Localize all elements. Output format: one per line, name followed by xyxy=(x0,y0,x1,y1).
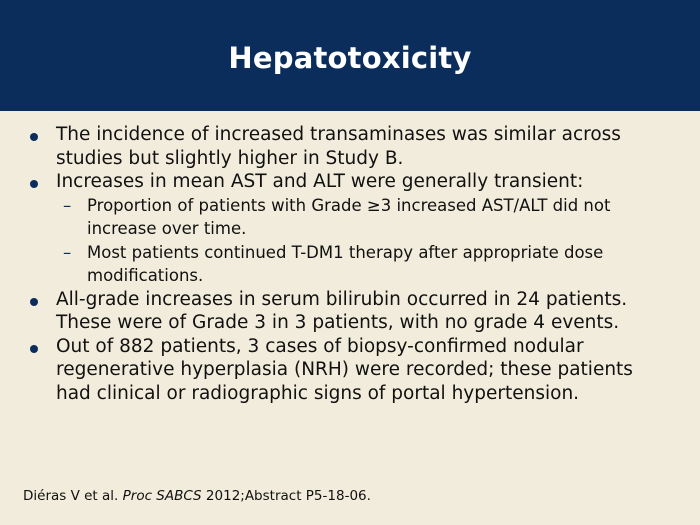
bullet-text: Increases in mean AST and ALT were generally transient: xyxy=(56,171,584,192)
bullet-item xyxy=(0,288,700,335)
bullet-dot-icon xyxy=(30,345,38,353)
bullet-text: All-grade increases in serum bilirubin occurred in 24 patients. These were of Grade 3 in 3 patients, with no grade 4 events. xyxy=(56,288,628,333)
bullet-text: Out of 882 patients, 3 cases of biopsy-confirmed nodular regenerative hyperplasia (NRH) were recorded; these patients had clinical or radiographic signs of portal hypertension. xyxy=(56,335,633,404)
citation-details: 2012;Abstract P5-18-06. xyxy=(205,488,371,504)
sub-bullet-text: Most patients continued T-DM1 therapy after appropriate dose modifications. xyxy=(87,242,604,285)
sub-bullet-item xyxy=(56,241,672,288)
citation xyxy=(23,487,371,505)
bullet-dot-icon xyxy=(30,180,38,188)
slide-title: Hepatotoxicity xyxy=(228,41,472,75)
bullet-item xyxy=(0,335,700,406)
bullet-dot-icon xyxy=(30,133,38,141)
dash-icon: – xyxy=(63,195,72,215)
bullet-text: The incidence of increased transaminases was similar across studies but slightly higher in Study B. xyxy=(56,124,621,169)
citation-journal: Proc SABCS xyxy=(122,488,202,504)
dash-icon: – xyxy=(63,242,72,262)
bullet-list xyxy=(0,123,700,405)
sub-bullet-list xyxy=(56,194,672,288)
bullet-item xyxy=(0,170,700,288)
sub-bullet-text: Proportion of patients with Grade ≥3 increased AST/ALT did not increase over time. xyxy=(87,195,611,238)
citation-authors: Diéras V et al. xyxy=(23,488,119,504)
bullet-item xyxy=(0,123,700,170)
sub-bullet-item xyxy=(56,194,672,241)
bullet-dot-icon xyxy=(30,298,38,306)
